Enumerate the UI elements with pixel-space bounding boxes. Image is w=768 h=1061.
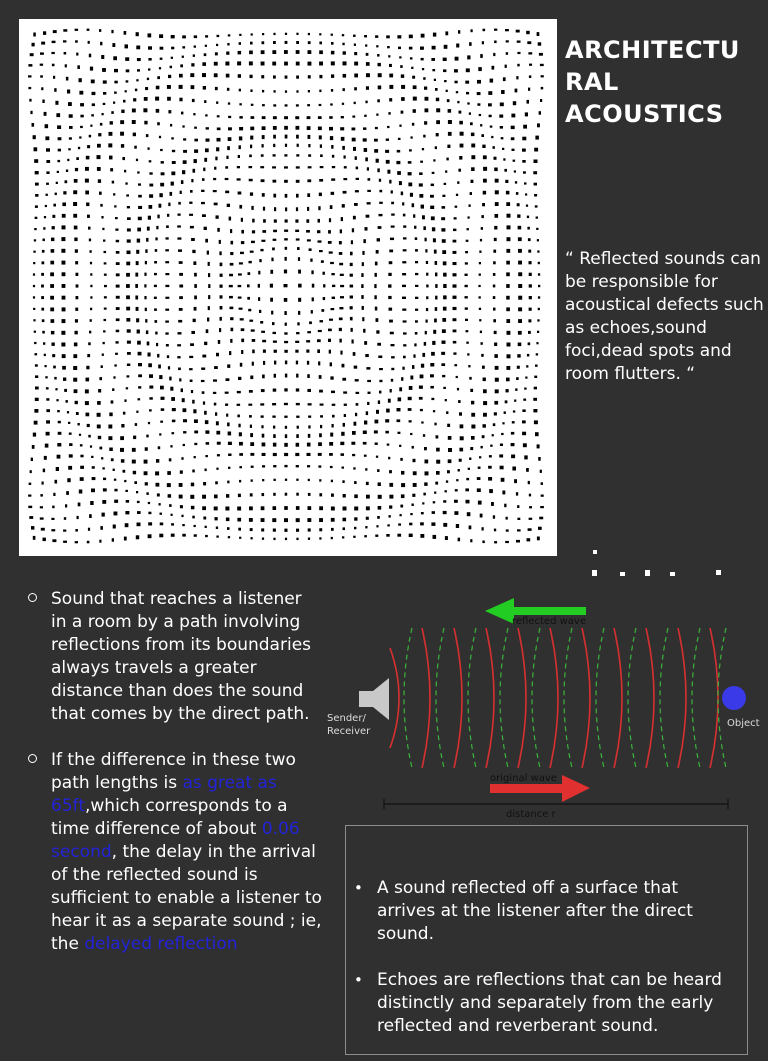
slide-quote: “ Reflected sounds can be responsible for acoustical defects such as echoes,sound foci,dead spots and room flutters. “ <box>565 249 764 384</box>
distance-label: distance r <box>506 809 556 820</box>
info-bullet-list <box>346 877 726 1061</box>
original-wave-label: original wave <box>490 773 557 784</box>
distance-scale <box>384 799 728 809</box>
info-text: Echoes are reflections that can be heard distinctly and separately from the early reflected and reverberant sound. <box>377 970 722 1036</box>
highlighted-distance: as great as 65ft <box>51 773 277 816</box>
dot-bullet-icon: • <box>354 879 363 897</box>
reflected-wave-label: reflected wave <box>512 616 586 627</box>
receiver-label: Receiver <box>327 726 371 737</box>
list-item <box>26 749 322 956</box>
dot-bullet-icon: • <box>354 971 363 989</box>
bullet-text: Sound that reaches a listener in a room by a path involving reflections from its boundaries always travels a greater distance than does the sound that comes by the direct path. <box>51 589 312 724</box>
list-item <box>346 877 726 946</box>
bullet-text-part: ,which corresponds to a time difference of about <box>51 796 288 839</box>
circle-bullet-icon <box>28 754 37 763</box>
circle-bullet-icon <box>28 593 37 602</box>
interference-pattern-image <box>19 19 557 556</box>
partially-hidden-heading-marks <box>575 548 725 578</box>
interference-dot-pattern <box>19 19 557 556</box>
list-item <box>26 588 322 726</box>
bullet-text-part: If the difference in these two path lengths is <box>51 750 296 793</box>
bullet-text-part: , the delay in the arrival of the reflected sound is sufficient to enable a listener to hear it as a separate sound ; ie, the <box>51 842 322 954</box>
object-label: Object <box>727 718 760 729</box>
list-item <box>346 969 726 1038</box>
info-text: A sound reflected off a surface that arrives at the listener after the direct sound. <box>377 878 693 944</box>
reflected-wave-diagram <box>322 590 768 825</box>
wave-fronts <box>390 628 726 768</box>
sender-label: Sender/ <box>327 713 366 724</box>
highlighted-term: delayed reflection <box>84 934 238 954</box>
slide-title: ARCHITECTU RAL ACOUSTICS <box>565 36 740 128</box>
left-bullet-list <box>26 588 322 979</box>
highlighted-time: 0.06 second <box>51 819 300 862</box>
object-circle-icon <box>722 686 746 710</box>
echo-definition-box <box>345 825 748 1055</box>
